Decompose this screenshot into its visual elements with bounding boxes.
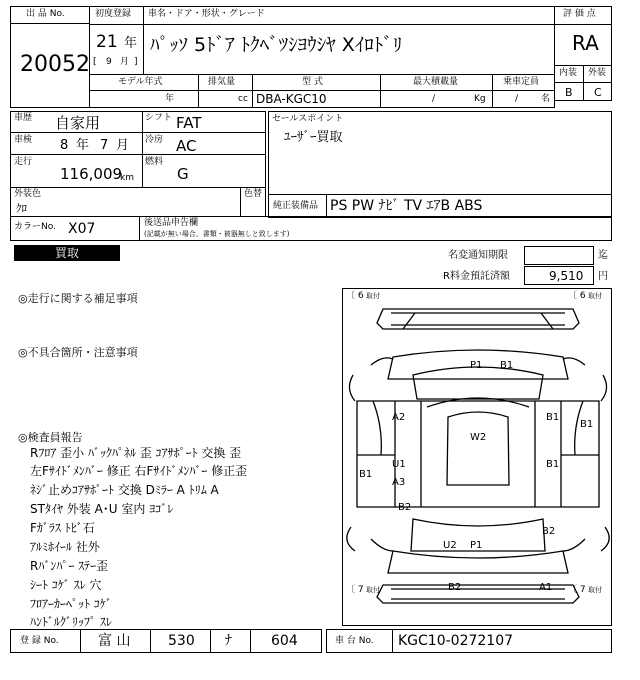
recycle-unit: 円 [598,271,608,282]
ac-label: 冷房 [145,135,164,145]
mileage-label: 走行 [14,157,33,167]
corner-label-bottom-right: 〔 7 [568,585,586,595]
defects-title: ◎不具合箇所・注意事項 [18,346,138,359]
capacity-unit: Kg [474,94,486,104]
name-change-unit: 迄 [598,250,608,261]
recycle-label: R料金預託済額 [443,271,510,282]
inspector-title: ◎検査員報告 [18,431,83,444]
capacity-label: 最大積載量 [413,77,459,87]
lot-label: 出 品 No. [26,9,65,19]
first-reg-year: 21 [96,32,118,52]
damage-mark: P1 [470,540,483,551]
damage-mark: P1 [470,360,483,371]
displacement-unit: cc [238,94,248,104]
seats-unit: 名 [541,94,551,104]
reg-number: 604 [271,633,298,649]
fuel-label: 燃料 [145,157,164,167]
year-unit: 年 [124,36,138,51]
corner-small-top-right: 取付 [588,292,602,300]
damage-mark: A2 [392,412,406,423]
sales-point-label: セールスポイント [272,114,344,124]
damage-mark: B2 [542,526,556,537]
capacity-sep: / [432,94,436,104]
history-value: 自家用 [55,114,101,132]
remark-line: ﾊﾝﾄﾞﾙｸﾞﾘｯﾌﾟ ｽﾚ [30,615,112,629]
ac-value: AC [176,137,197,155]
model-year-unit: 年 [165,94,175,104]
corner-small-bottom-left: 取付 [366,586,380,594]
inspection-month-unit: 月 [116,138,130,153]
remark-line: ﾌﾛｱｰｶｰﾍﾟｯﾄ ｺｹﾞ [30,597,112,611]
mileage-value: 116,009 [60,165,123,183]
reg-class: 530 [168,633,195,649]
reg-area: 富 山 [98,633,131,649]
exterior-grade: C [594,86,602,99]
sales-point-value: ﾕｰｻﾞｰ買取 [284,130,343,145]
damage-mark: B1 [580,419,594,430]
doc-label: 後送品申告欄 [144,218,199,228]
reg-kana: ﾅ [225,633,232,649]
damage-mark: B1 [500,360,514,371]
recycle-amount: 9,510 [549,269,584,283]
corner-label-bottom-left: 〔 7 [346,585,364,595]
damage-mark: U2 [443,540,457,551]
type-label: 型 式 [302,77,323,87]
ext-color-value: ｸﾛ [16,202,27,215]
doc-note: (記載が無い場合、書類・被器無しと致します) [144,230,290,238]
first-reg-month-bracket-left: [ [93,57,97,67]
fuel-value: G [177,165,189,183]
interior-label: 内装 [559,68,578,78]
damage-mark: U1 [392,459,406,470]
remark-line: Rﾊﾞﾝﾊﾟｰ ｽﾃｰ歪 [30,559,109,573]
first-reg-month: 9 [106,57,112,67]
chassis-label: 車 台 No. [335,636,374,646]
supplement-title: ◎走行に関する補足事項 [18,292,138,305]
inspection-label: 車検 [14,135,33,145]
damage-mark: B1 [546,412,560,423]
corner-small-top-left: 取付 [366,292,380,300]
name-change-label: 名変通知期限 [448,250,508,261]
remark-line: STﾀｲﾔ 外装 A･U 室内 ﾖｺﾞﾚ [30,502,174,516]
inspection-month: 7 [100,138,109,153]
name-change-box [524,246,594,265]
exterior-label: 外装 [588,68,607,78]
remark-line: 左Fｻｲﾄﾞﾒﾝﾊﾞｰ 修正 右Fｻｲﾄﾞﾒﾝﾊﾞｰ 修正歪 [30,464,248,478]
shift-label: シフト [145,113,173,123]
shift-value: FAT [176,114,202,132]
score-value: RA [572,31,599,55]
car-name-label: 車名・ドア・形状・グレード [148,9,265,19]
color-no-label: カラーNo. [14,222,56,232]
history-label: 車歴 [14,113,33,123]
purchase-badge: 買取 [14,245,120,261]
car-diagram [342,288,612,626]
damage-mark: A3 [392,477,406,488]
remark-line: ｼｰﾄ ｺｹﾞ ｽﾚ 穴 [30,578,102,592]
displacement-label: 排気量 [208,77,236,87]
car-outline-svg [343,289,612,626]
interior-grade: B [565,86,573,99]
equipment-label: 純正装備品 [273,201,319,211]
first-reg-label: 初度登録 [95,9,132,19]
damage-mark: B2 [398,502,412,513]
mileage-unit: km [120,173,134,183]
seats-label: 乗車定員 [503,77,540,87]
model-year-label: モデル年式 [118,77,163,87]
damage-mark: W2 [470,432,487,443]
corner-label-top-right: 〔 6 [568,291,586,301]
corner-label-top-left: 〔 6 [346,291,364,301]
car-name: ﾊﾟｯｿ 5ﾄﾞｱ ﾄｸﾍﾞﾂｼﾖｳｼﾔ Xｲﾛﾄﾞﾘ [150,34,403,56]
month-unit: 月 [120,57,130,67]
chassis-number: KGC10-0272107 [398,633,514,649]
ext-color-cell [10,187,266,217]
reg-label: 登 録 No. [20,636,59,646]
remark-line: ｱﾙﾐﾎｲｰﾙ 社外 [30,540,100,554]
damage-mark: A1 [539,582,553,593]
damage-mark: B2 [448,582,462,593]
first-reg-month-bracket-right: ] [134,57,138,67]
remark-line: Fｶﾞﾗｽ ﾄﾋﾞ石 [30,521,95,535]
repaint-label: 色替 [244,189,263,199]
inspection-year-unit: 年 [76,138,90,153]
lot-number: 20052 [20,52,90,77]
remark-line: Rﾌﾛｱ 歪小 ﾊﾞｯｸﾊﾟﾈﾙ 歪 ｺｱｻﾎﾟｰﾄ 交換 歪 [30,446,242,460]
damage-mark: B1 [546,459,560,470]
equipment-value: PS PW ﾅﾋﾞ TV ｴｱB ABS [330,198,483,214]
ext-color-label: 外装色 [14,189,42,199]
seats-sep: / [515,94,519,104]
color-no-value: X07 [68,221,96,237]
score-label: 評 価 点 [563,9,596,19]
remark-line: ﾈｼﾞ止めｺｱｻﾎﾟｰﾄ 交換 Dﾐﾗｰ A ﾄﾘﾑ A [30,483,219,497]
inspection-year: 8 [60,138,69,153]
damage-mark: B1 [359,469,373,480]
corner-small-bottom-right: 取付 [588,586,602,594]
type-value: DBA-KGC10 [256,92,327,106]
details-left [10,111,266,188]
